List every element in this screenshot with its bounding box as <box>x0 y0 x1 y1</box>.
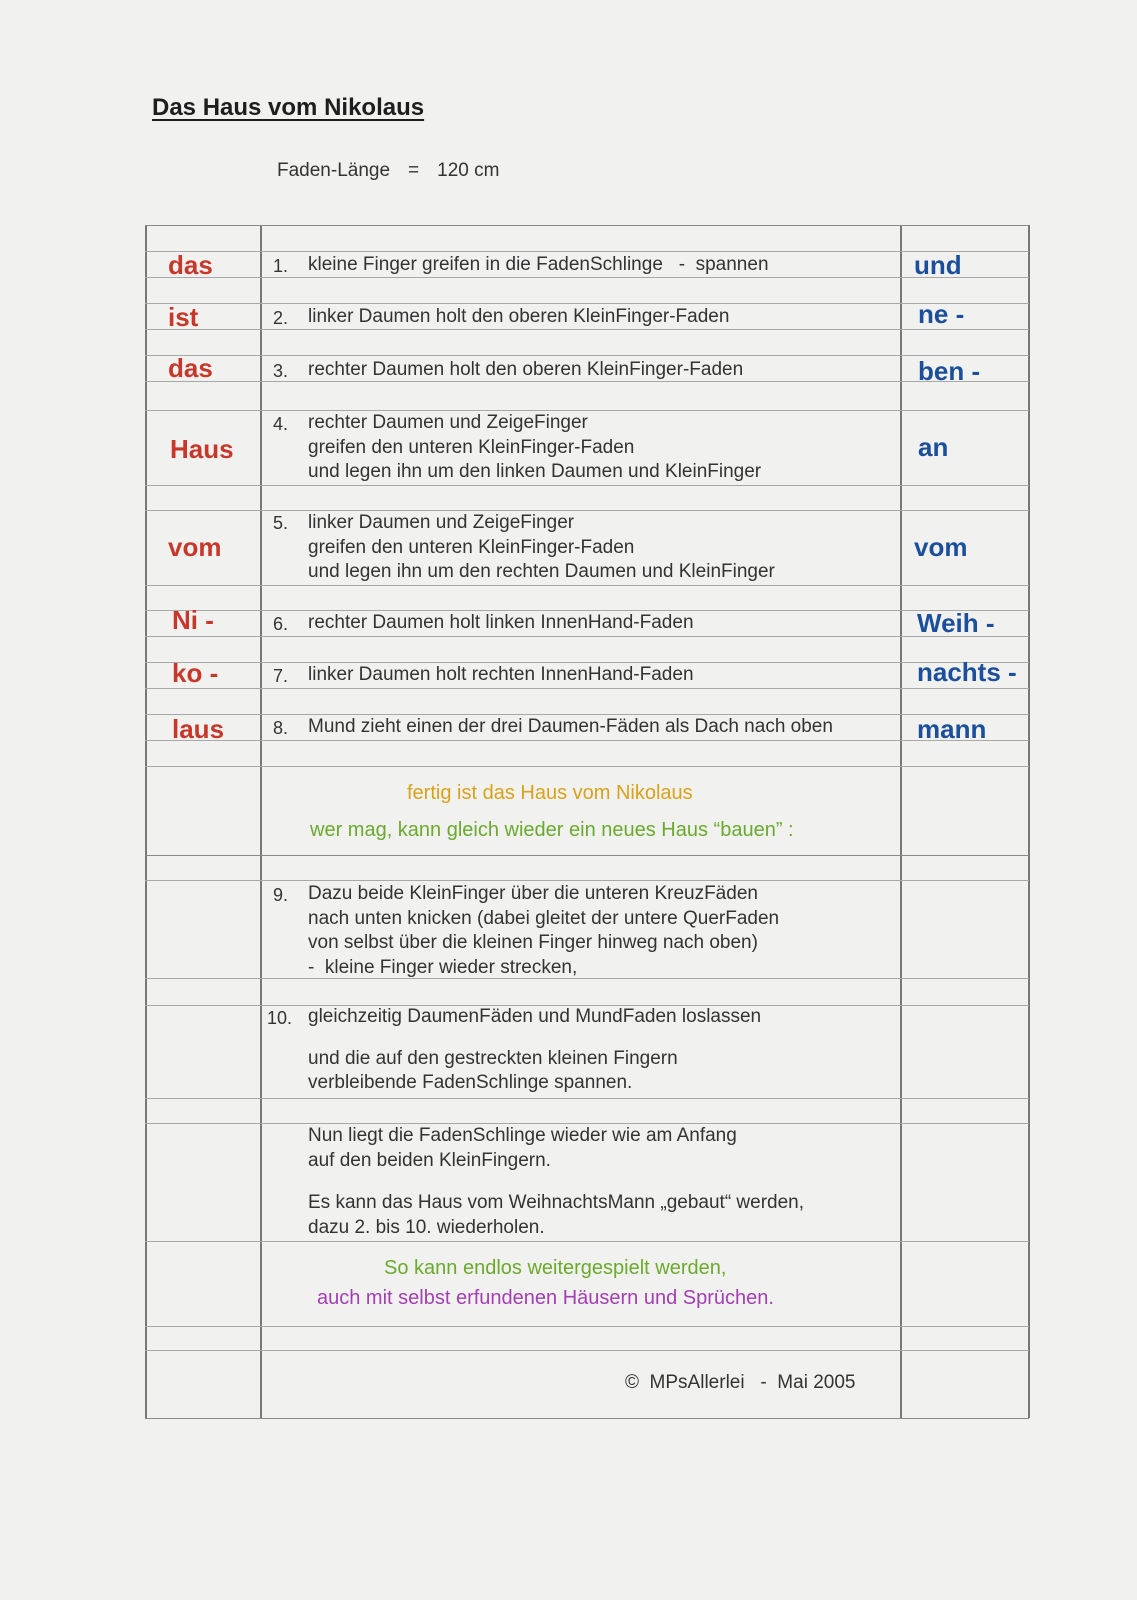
row-line <box>145 688 1029 689</box>
faden-label: Faden-Länge <box>277 160 391 181</box>
faden-length <box>277 160 499 182</box>
note-line: Es kann das Haus vom WeihnachtsMann „gebaut“ werden, <box>308 1192 805 1213</box>
note-paragraph <box>308 1124 737 1173</box>
table-border-left <box>145 225 147 1418</box>
step-line: rechter Daumen und ZeigeFinger <box>308 412 588 433</box>
row-line <box>145 1418 1029 1419</box>
note-line: Nun liegt die FadenSchlinge wieder wie am Anfang <box>308 1125 737 1146</box>
step-line: und die auf den gestreckten kleinen Fingern <box>308 1047 678 1069</box>
row-line <box>145 1241 1029 1242</box>
step-line: greifen den unteren KleinFinger-Faden <box>308 436 635 458</box>
step-number: 3. <box>273 361 289 381</box>
table-divider-1 <box>260 225 262 1418</box>
rhyme-right-word: ne - <box>918 299 965 329</box>
rhyme-left-word: ko - <box>172 658 219 688</box>
step-line: nach unten knicken (dabei gleitet der untere QuerFaden <box>308 907 780 929</box>
row-line <box>145 1326 1029 1327</box>
rhyme-left-word: ist <box>168 302 199 332</box>
step-text <box>308 411 761 485</box>
step-text: linker Daumen holt rechten InnenHand-Faden <box>308 664 694 685</box>
step-number: 10. <box>267 1008 293 1028</box>
rhyme-right-word: und <box>914 250 962 280</box>
row-line <box>145 855 1029 856</box>
note-paragraph <box>308 1191 804 1240</box>
row-line <box>145 1350 1029 1351</box>
step-line: von selbst über die kleinen Finger hinweg nach oben) <box>308 932 758 953</box>
step-number: 9. <box>273 885 289 905</box>
step-text: Mund zieht einen der drei Daumen-Fäden als Dach nach oben <box>308 716 833 737</box>
step-line: gleichzeitig DaumenFäden und MundFaden loslassen <box>308 1006 762 1027</box>
rhyme-left-word: vom <box>168 532 222 562</box>
row-line <box>145 251 1029 252</box>
step-line: linker Daumen und ZeigeFinger <box>308 512 575 533</box>
rhyme-left-word: Ni - <box>172 605 214 635</box>
page-title: Das Haus vom Nikolaus <box>152 94 425 121</box>
row-line <box>145 585 1029 586</box>
faden-value: 120 cm <box>437 160 500 181</box>
note-line: auf den beiden KleinFingern. <box>308 1149 551 1171</box>
step-line: und legen ihn um den rechten Daumen und KleinFinger <box>308 561 775 582</box>
row-line <box>145 303 1029 304</box>
rhyme-left-word: das <box>168 250 213 280</box>
rhyme-right-word: ben - <box>918 356 981 386</box>
rhyme-left-word: Haus <box>170 434 234 464</box>
step-number: 5. <box>273 513 289 533</box>
table-divider-2 <box>900 225 902 1418</box>
copyright: © MPsAllerlei - Mai 2005 <box>625 1372 856 1393</box>
finish-line: wer mag, kann gleich wieder ein neues Haus “bauen” : <box>310 819 794 841</box>
table-border-right <box>1028 225 1030 1418</box>
rhyme-right-word: mann <box>917 714 987 744</box>
step-number: 4. <box>273 414 289 434</box>
row-line <box>145 766 1029 767</box>
row-line <box>145 740 1029 741</box>
rhyme-right-word: nachts - <box>917 657 1017 687</box>
step-line: verbleibende FadenSchlinge spannen. <box>308 1072 633 1093</box>
rhyme-right-word: vom <box>914 532 968 562</box>
rhyme-right-word: Weih - <box>917 608 995 638</box>
step-text: rechter Daumen holt linken InnenHand-Faden <box>308 612 694 633</box>
step-number: 8. <box>273 718 289 738</box>
row-line <box>145 636 1029 637</box>
faden-eq: = <box>408 160 420 181</box>
step-text <box>308 1005 761 1096</box>
row-line <box>145 225 1029 226</box>
closing-line: So kann endlos weitergespielt werden, <box>384 1257 727 1279</box>
rhyme-left-word: laus <box>172 714 225 744</box>
row-line <box>145 1098 1029 1099</box>
step-number: 2. <box>273 308 289 328</box>
step-text <box>308 882 779 980</box>
step-number: 7. <box>273 666 289 686</box>
step-number: 6. <box>273 614 289 634</box>
rhyme-left-word: das <box>168 353 213 383</box>
step-text: linker Daumen holt den oberen KleinFinger-Faden <box>308 306 730 327</box>
step-line: Dazu beide KleinFinger über die unteren KreuzFäden <box>308 883 758 904</box>
step-text: kleine Finger greifen in die FadenSchlinge - spannen <box>308 254 769 275</box>
step-line: und legen ihn um den linken Daumen und KleinFinger <box>308 461 762 482</box>
note-line: dazu 2. bis 10. wiederholen. <box>308 1216 545 1238</box>
step-text <box>308 511 775 585</box>
step-text: rechter Daumen holt den oberen KleinFinger-Faden <box>308 359 744 380</box>
step-line: - kleine Finger wieder strecken, <box>308 956 578 978</box>
closing-line: auch mit selbst erfundenen Häusern und Sprüchen. <box>317 1287 774 1309</box>
finish-line: fertig ist das Haus vom Nikolaus <box>407 782 693 804</box>
row-line <box>145 485 1029 486</box>
rhyme-right-word: an <box>918 432 949 462</box>
row-line <box>145 355 1029 356</box>
step-number: 1. <box>273 256 289 276</box>
row-line <box>145 880 1029 881</box>
step-line: greifen den unteren KleinFinger-Faden <box>308 536 635 558</box>
